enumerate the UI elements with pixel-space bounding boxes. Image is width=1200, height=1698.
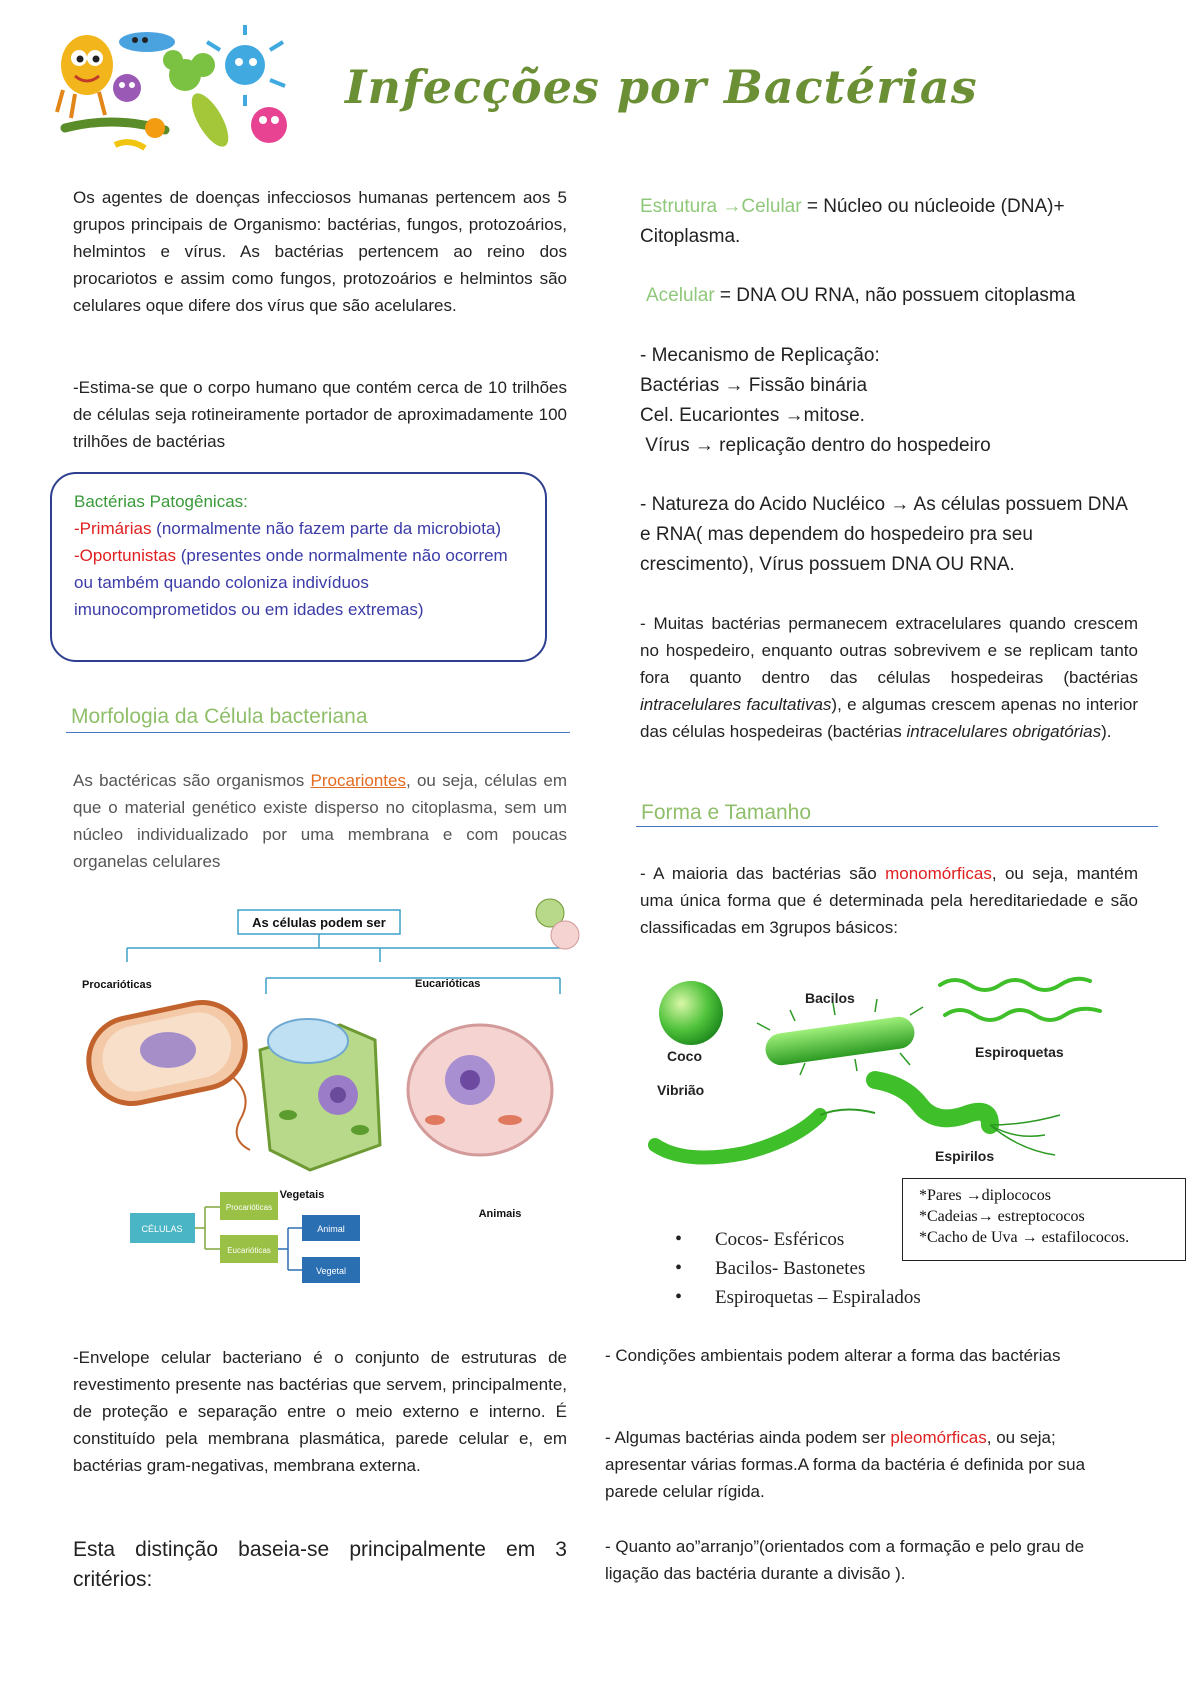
microbes-illustration [55,20,305,155]
acellular-line [646,281,1144,311]
monomorphic-text-b: , ou seja, mantém uma única forma que é determinada pela hereditariedade e são classificadas em 3grupos básicos: [640,864,1138,937]
acellular-description: = DNA OU RNA, não possuem citoplasma [714,285,1076,306]
opportunist-description: (presentes onde normalmente não ocorrem ou também quando coloniza indivíduos imunocomprometidos ou em idades extremas) [74,546,508,619]
facultative-term: intracelulares facultativas [640,695,832,714]
arrangement-clusters: *Cacho de Uva → estafilococos. [919,1229,1130,1246]
vibrio-shape [655,1109,875,1157]
arrangement-chains: *Cadeias→ estreptococos [919,1208,1085,1225]
flow-euk-label: Eucarióticas [227,1246,271,1255]
bacillus-shape [757,999,923,1075]
estimate-paragraph: -Estima-se que o corpo humano que contém cerca de 10 trilhões de células seja rotineiramente portador de aproximadamente 100 trilhões de bactérias [73,378,567,451]
cell-types-diagram [80,895,590,1290]
structure-term: Estrutura →Celular [640,196,802,217]
flow-animal-label: Animal [317,1224,345,1234]
arrangement-paragraph: - Quanto ao”arranjo”(orientados com a formação e pelo grau de ligação das bactéria durante a divisão ). [605,1537,1085,1583]
cells-flowchart [130,1192,360,1283]
shape-bullet-list [675,1225,935,1312]
list-item: • Bacilos- Bastonetes [675,1254,935,1283]
extracellular-paragraph [640,610,1138,745]
obligate-term: intracelulares obrigatórias [906,722,1102,741]
espirilos-label: Espirilos [935,1148,995,1164]
conditions-paragraph: - Condições ambientais podem alterar a forma das bactérias [605,1346,1061,1365]
shape-size-heading: Forma e Tamanho [641,801,812,824]
monomorphic-paragraph [640,860,1138,941]
pleomorphic-term: pleomórficas [890,1428,987,1447]
morphology-text-b: , ou seja, células em que o material genético existe disperso no citoplasma, sem um núcleo individualizado por uma membrana e com poucas organelas celulares [73,771,567,871]
list-item: • Cocos- Esféricos [675,1225,935,1254]
prokaryotic-cell [81,995,253,1150]
replication-block [640,341,1138,461]
pleomorphic-text-a: - Algumas bactérias ainda podem ser [605,1428,891,1447]
nucleic-acid-paragraph: - Natureza do Acido Nucléico → As células possuem DNA e RNA( mas dependem do hospedeiro pra seu crescimento), Vírus possuem DNA OU RNA. [640,494,1127,575]
morphology-paragraph [73,767,567,875]
spirillum-shape [875,1080,1060,1155]
arrangement-pairs: *Pares →diplococos [919,1187,1051,1204]
bacteria-shapes-illustration [645,975,1115,1175]
pathogenic-bacteria-box [50,472,547,662]
replication-heading: - Mecanismo de Replicação: [640,345,880,366]
primary-term: -Primárias [74,519,152,538]
plant-label: Vegetais [279,1189,325,1201]
list-item: • Espiroquetas – Espiralados [675,1283,935,1312]
diagram-top-label: As células podem ser [252,915,386,930]
procariontes-link[interactable]: Procariontes [310,771,406,790]
criteria-paragraph: Esta distinção baseia-se principalmente em 3 critérios: [73,1538,567,1591]
vibriao-label: Vibrião [657,1082,705,1098]
plant-cell [260,1019,380,1170]
arrangements-box [902,1178,1186,1261]
monomorphic-term: monomórficas [885,864,992,883]
coccus-shape [659,981,723,1045]
replication-virus: Vírus → replicação dentro do hospedeiro [640,435,991,456]
morphology-text-a: As bactéricas são organismos [73,771,311,790]
shape-size-rule [636,826,1158,827]
pleomorphic-text-b: , ou seja; apresentar várias formas.A forma da bactéria é definida por sua parede celular rígida. [605,1428,1086,1501]
eukaryotic-label: Eucarióticas [415,978,481,990]
replication-eukaryotes: Cel. Eucariontes →mitose. [640,405,865,426]
morphology-rule [66,732,570,733]
prokaryotic-label: Procarióticas [82,979,152,991]
spirochete-shape [940,979,1100,1020]
animal-label: Animais [478,1208,522,1220]
acellular-term: Acelular [646,285,715,306]
intro-paragraph: Os agentes de doenças infecciosos humanas pertencem aos 5 grupos principais de Organismo: bactérias, fungos, protozoários, helmintos e vírus. As bactérias pertencem ao reino dos procariotos e assim como fungos, protozoários e helmintos são celulares oque difere dos vírus que são acelulares. [73,188,567,315]
structure-line [640,192,1138,252]
page-title: Infecções por Bactérias [345,60,978,114]
monomorphic-text-a: - A maioria das bactérias são [640,864,886,883]
structure-description: = Núcleo ou núcleoide (DNA)+ Citoplasma. [640,196,1065,247]
extracellular-text-b: ), e algumas crescem apenas no interior das células hospedeiras (bactérias [640,695,1139,741]
pathogenic-heading: Bactérias Patogênicas: [74,492,248,511]
morphology-heading: Morfologia da Célula bacteriana [71,705,368,728]
primary-description: (normalmente não fazem parte da microbiota) [151,519,502,538]
flow-prok-label: Procarióticas [225,1203,273,1212]
flow-plant-label: Vegetal [315,1266,347,1276]
espiroquetas-label: Espiroquetas [975,1044,1064,1060]
pleomorphic-paragraph [605,1424,1137,1505]
opportunist-term: -Oportunistas [74,546,177,565]
bacilos-label: Bacilos [805,990,855,1006]
extracellular-text-a: - Muitas bactérias permanecem extracelulares quando crescem no hospedeiro, enquanto outras sobrevivem e se replicam tanto fora quanto dentro das células hospedeiras (bactérias [640,614,1138,687]
coco-label: Coco [667,1048,702,1064]
flow-root-label: CÉLULAS [141,1224,183,1234]
animal-cell [408,1025,552,1155]
extracellular-text-c: ). [1101,722,1112,741]
envelope-paragraph: -Envelope celular bacteriano é o conjunto de estruturas de revestimento presente nas bactérias que servem, principalmente, de proteção e separação entre o meio externo e interno. É constituído pela membrana plasmática, parede celular e, em bactérias gram-negativas, membrana externa. [73,1348,567,1475]
replication-bacteria: Bactérias → Fissão binária [640,375,868,396]
